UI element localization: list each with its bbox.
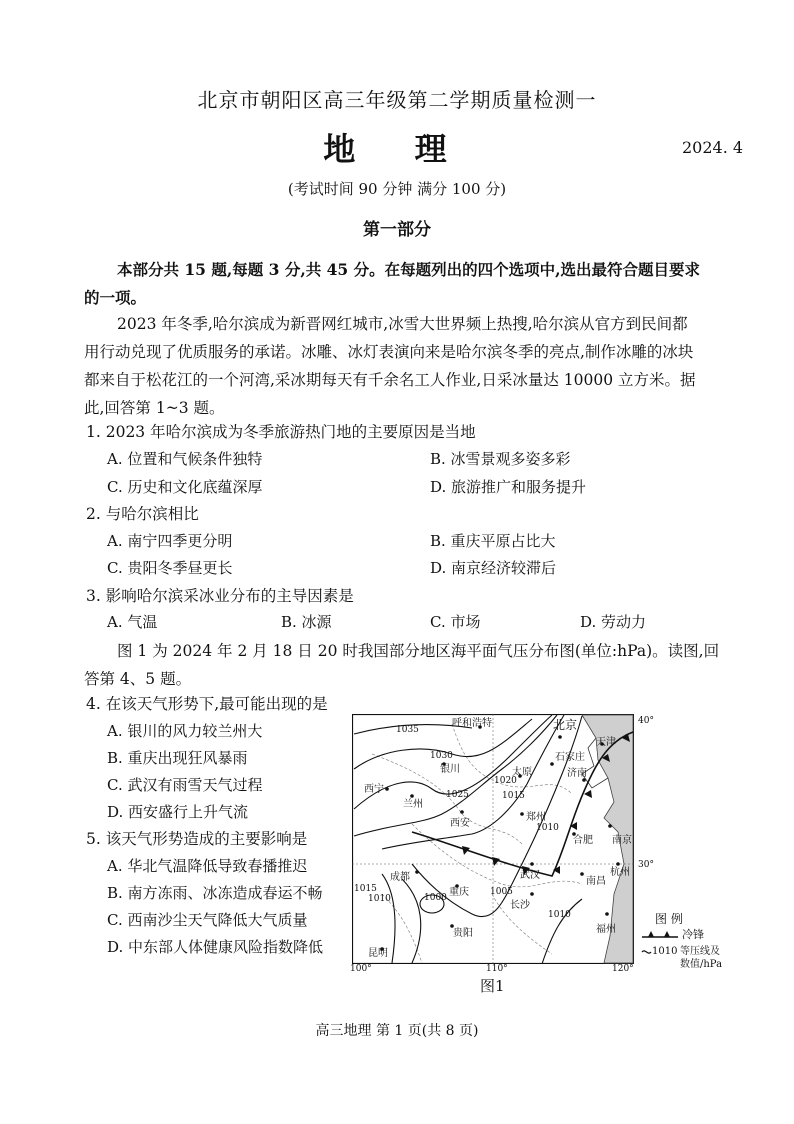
city-label: 石家庄 — [555, 752, 585, 763]
option-b: B. 冰雪景观多姿多彩 — [430, 450, 571, 468]
isobar-label: 1020 — [494, 776, 517, 786]
question-stem: 4. 在该天气形势下,最可能出现的是 — [86, 695, 328, 713]
city-label: 长沙 — [510, 900, 530, 911]
option-c: C. 贵阳冬季昼更长 — [107, 559, 233, 577]
isobar-label: 1010 — [536, 823, 559, 833]
instructions-line1: 本部分共 15 题,每题 3 分,共 45 分。在每题列出的四个选项中,选出最符合题目要求 — [117, 260, 700, 279]
option-d: D. 中东部人体健康风险指数降低 — [107, 938, 324, 956]
option-b: B. 冰源 — [281, 613, 332, 631]
option-d: D. 旅游推广和服务提升 — [430, 478, 587, 496]
isobar-label: 1035 — [396, 725, 419, 735]
lon-label: 110° — [486, 964, 508, 974]
isobar-label: 1015 — [354, 884, 377, 894]
city-label: 西宁 — [364, 784, 384, 795]
passage1-line3: 都来自于松花江的一个河湾,采冰期每天有千余名工人作业,日采冰量达 10000 立方米。据 — [84, 371, 696, 389]
figure-caption: 图1 — [480, 977, 505, 995]
option-a: A. 华北气温降低导致春播推迟 — [107, 857, 308, 875]
part-heading: 第一部分 — [363, 220, 431, 240]
option-a: A. 银川的风力较兰州大 — [107, 722, 263, 740]
subject-title: 地 理 — [323, 130, 471, 168]
isobar-label: 1025 — [446, 790, 469, 800]
option-b: B. 重庆平原占比大 — [430, 532, 556, 550]
instructions-line2: 的一项。 — [84, 288, 147, 307]
isobar-label: 1005 — [490, 887, 513, 897]
question-stem: 5. 该天气形势造成的主要影响是 — [86, 830, 308, 848]
legend-title: 图 例 — [655, 912, 683, 926]
option-c: C. 武汉有雨雪天气过程 — [107, 776, 263, 794]
isobar-label: 1000 — [424, 893, 447, 903]
city-label: 昆明 — [368, 948, 388, 959]
option-d: D. 西安盛行上升气流 — [107, 803, 249, 821]
passage2-line1: 图 1 为 2024 年 2 月 18 日 20 时我国部分地区海平面气压分布图(单位:hPa)。读图,回 — [117, 642, 720, 660]
option-b: B. 重庆出现狂风暴雨 — [107, 749, 248, 767]
city-label: 成都 — [390, 872, 410, 883]
passage2-line2: 答第 4、5 题。 — [84, 670, 192, 688]
option-a: A. 气温 — [107, 613, 158, 631]
lat-label: 40° — [638, 716, 654, 726]
page-footer: 高三地理 第 1 页(共 8 页) — [315, 1023, 479, 1039]
city-label: 重庆 — [449, 887, 469, 898]
city-label: 天津 — [596, 737, 616, 748]
city-label: 济南 — [567, 768, 587, 779]
isobar-label: 1030 — [430, 751, 453, 761]
option-c: C. 市场 — [430, 613, 481, 631]
option-a: A. 南宁四季更分明 — [107, 532, 233, 550]
city-label: 合肥 — [573, 835, 593, 846]
lat-label: 30° — [638, 860, 654, 870]
option-b: B. 南方冻雨、冰冻造成春运不畅 — [107, 884, 323, 902]
cold-front-legend-icon — [640, 928, 680, 940]
city-label: 西安 — [450, 818, 470, 829]
city-label: 兰州 — [403, 799, 423, 810]
question-stem: 2. 与哈尔滨相比 — [86, 505, 199, 523]
lon-label: 120° — [612, 964, 634, 974]
passage1-line1: 2023 年冬季,哈尔滨成为新晋网红城市,冰雪大世界频上热搜,哈尔滨从官方到民间都 — [117, 315, 688, 333]
city-label: 呼和浩特 — [452, 718, 492, 729]
isobar-legend-icon — [640, 946, 652, 958]
exam-date: 2024. 4 — [682, 138, 744, 157]
city-label: 银川 — [440, 764, 460, 775]
option-d: D. 劳动力 — [580, 613, 647, 631]
city-label: 福州 — [596, 924, 616, 935]
question-stem: 3. 影响哈尔滨采冰业分布的主导因素是 — [86, 587, 354, 605]
city-label: 武汉 — [520, 870, 540, 881]
isobar-label: 1010 — [548, 910, 571, 920]
legend-front-label: 冷锋 — [682, 928, 704, 941]
passage1-line4: 此,回答第 1~3 题。 — [84, 399, 225, 417]
legend-isobar-label2: 数值/hPa — [680, 959, 723, 970]
isobar-label: 1010 — [368, 894, 391, 904]
isobar-label: 1015 — [502, 791, 525, 801]
option-d: D. 南京经济较滞后 — [430, 559, 557, 577]
exam-title: 北京市朝阳区高三年级第二学期质量检测一 — [197, 88, 597, 112]
city-label: 南京 — [612, 835, 632, 846]
passage1-line2: 用行动兑现了优质服务的承诺。冰雕、冰灯表演向来是哈尔滨冬季的亮点,制作冰雕的冰块 — [84, 343, 694, 361]
option-c: C. 历史和文化底蕴深厚 — [107, 478, 263, 496]
city-label: 南昌 — [586, 876, 606, 887]
lon-label: 100° — [350, 964, 372, 974]
question-stem: 1. 2023 年哈尔滨成为冬季旅游热门地的主要原因是当地 — [86, 423, 476, 441]
option-c: C. 西南沙尘天气降低大气质量 — [107, 911, 308, 929]
city-label: 郑州 — [526, 812, 546, 823]
legend-isobar-label: 等压线及 — [680, 946, 720, 957]
option-a: A. 位置和气候条件独特 — [107, 450, 263, 468]
exam-info: (考试时间 90 分钟 满分 100 分) — [287, 180, 507, 198]
city-label: 太原 — [512, 767, 532, 778]
city-label: 贵阳 — [453, 928, 473, 939]
legend-isobar-value: 1010 — [652, 946, 678, 957]
city-label: 北京 — [553, 718, 578, 732]
city-label: 杭州 — [610, 867, 630, 878]
